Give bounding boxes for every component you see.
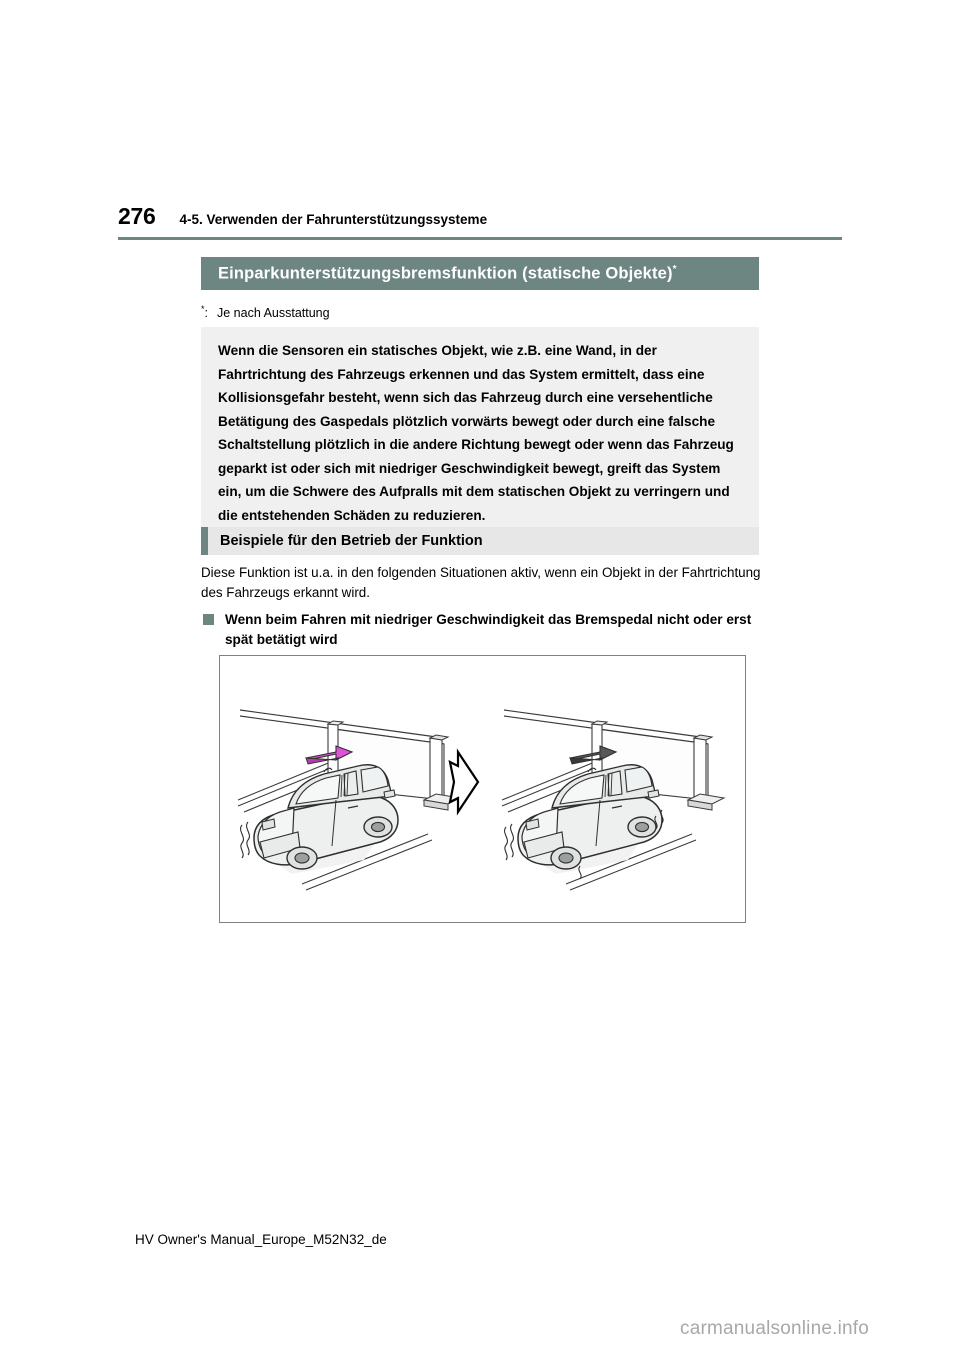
bullet-list-item xyxy=(203,610,763,650)
header-section-title: 4-5. Verwenden der Fahrunterstützungssysteme xyxy=(179,211,488,227)
header-divider-rule xyxy=(118,237,842,240)
parking-assist-illustration xyxy=(220,656,745,922)
section-title-superscript: * xyxy=(672,263,677,275)
footnote-text: Je nach Ausstattung xyxy=(217,306,330,321)
footnote-availability xyxy=(201,304,330,320)
subsection-heading xyxy=(201,527,759,555)
footnote-separator: : xyxy=(204,306,208,321)
document-footer: HV Owner's Manual_Europe_M52N32_de xyxy=(135,1232,387,1247)
bullet-item-text: Wenn beim Fahren mit niedriger Geschwindigkeit das Bremspedal nicht oder erst spät betätigt wird xyxy=(225,612,752,647)
section-title-bar xyxy=(201,257,759,290)
intro-paragraph: Diese Funktion ist u.a. in den folgenden Situationen aktiv, wenn ein Objekt in der Fahrtrichtung des Fahrzeugs erkannt wird. xyxy=(201,565,761,600)
right-scene xyxy=(502,710,724,890)
section-title-label: Einparkunterstützungsbremsfunktion (statische Objekte) xyxy=(218,264,673,283)
square-bullet-icon xyxy=(203,614,214,625)
left-scene xyxy=(238,710,460,890)
footnote-marker: * xyxy=(201,304,205,314)
running-header xyxy=(118,200,842,228)
page-number: 276 xyxy=(118,203,156,229)
subsection-heading-text: Beispiele für den Betrieb der Funktion xyxy=(220,533,483,549)
notice-box xyxy=(201,327,759,540)
notice-text: Wenn die Sensoren ein statisches Objekt, wie z.B. eine Wand, in der Fahrtrichtung des Fahrzeugs erkennen und das System ermittelt, dass eine Kollisionsgefahr besteht, wenn sich das Fahrzeug durch eine versehentliche Betätigung des Gaspedals plötzlich vorwärts bewegt oder durch eine falsche Schaltstellung plötzlich in die andere Richtung bewegt oder wenn das Fahrzeug geparkt ist oder sich mit niedriger Geschwindigkeit bewegt, greift das System ein, um die Schwere des Aufpralls mit dem statischen Objekt zu verringern und die entstehenden Schäden zu reduzieren. xyxy=(218,343,734,523)
subsection-accent-bar xyxy=(201,527,208,555)
site-watermark: carmanualsonline.info xyxy=(680,1318,870,1339)
section-title-text xyxy=(201,264,677,284)
transition-arrow-icon xyxy=(450,752,478,812)
illustration-frame xyxy=(219,655,746,923)
